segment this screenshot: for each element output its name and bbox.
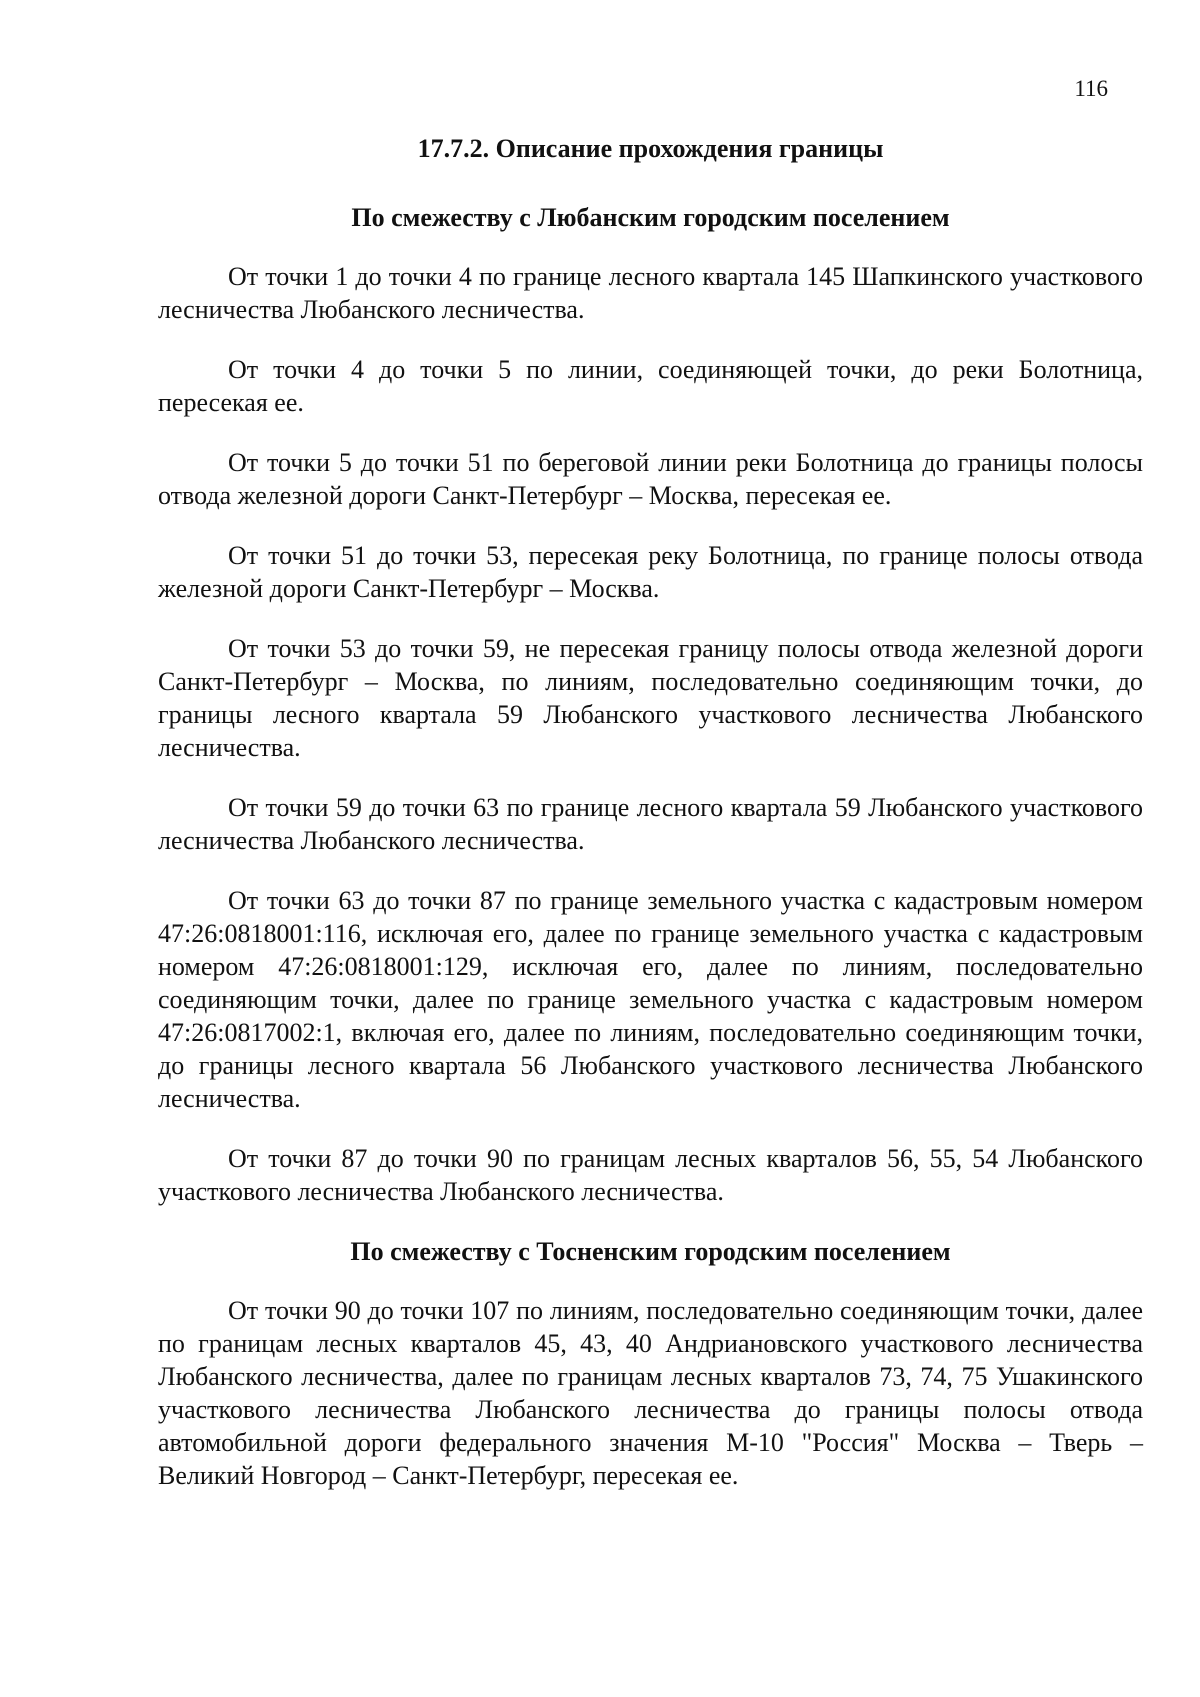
subsection-heading: По смежеству с Любанским городским поселением (351, 203, 950, 232)
paragraph: От точки 90 до точки 107 по линиям, последовательно соединяющим точки, далее по границам лесных кварталов 45, 43, 40 Андриановского участкового лесничества Любанского лесничества, далее по границам лесных кварталов 73, 74, 75 Ушакинского участкового лесничества Любанского лесничества до границы полосы отвода автомобильной дороги федерального значения М-10 "Россия" Москва – Тверь – Великий Новгород – Санкт-Петербург, пересекая ее. (158, 1296, 1143, 1490)
paragraph: От точки 63 до точки 87 по границе земельного участка с кадастровым номером 47:26:0818001:116, исключая его, далее по границе земельного участка с кадастровым номером 47:26:0818001:129, исключая его, далее по линиям, последовательно соединяющим точки, далее по границе земельного участка с кадастровым номером 47:26:0817002:1, включая его, далее по линиям, последовательно соединяющим точки, до границы лесного квартала 56 Любанского участкового лесничества Любанского лесничества. (158, 886, 1143, 1113)
page-number: 116 (1074, 76, 1108, 101)
paragraph: От точки 4 до точки 5 по линии, соединяющей точки, до реки Болотница, пересекая ее. (158, 355, 1143, 417)
paragraph: От точки 1 до точки 4 по границе лесного квартала 145 Шапкинского участкового лесничества Любанского лесничества. (158, 262, 1143, 324)
paragraph: От точки 5 до точки 51 по береговой линии реки Болотница до границы полосы отвода железной дороги Санкт-Петербург – Москва, пересекая ее. (158, 448, 1143, 510)
subsection-heading: По смежеству с Тосненским городским поселением (350, 1237, 951, 1266)
subsection-lyuban (158, 201, 1143, 1208)
subsection-tosno (158, 1235, 1143, 1492)
paragraph: От точки 87 до точки 90 по границам лесных кварталов 56, 55, 54 Любанского участкового лесничества Любанского лесничества. (158, 1144, 1143, 1206)
paragraph: От точки 53 до точки 59, не пересекая границу полосы отвода железной дороги Санкт-Петербург – Москва, по линиям, последовательно соединяющим точки, до границы лесного квартала 59 Любанского участкового лесничества Любанского лесничества. (158, 634, 1143, 762)
paragraph: От точки 51 до точки 53, пересекая реку Болотница, по границе полосы отвода железной дороги Санкт-Петербург – Москва. (158, 541, 1143, 603)
paragraph: От точки 59 до точки 63 по границе лесного квартала 59 Любанского участкового лесничества Любанского лесничества. (158, 793, 1143, 855)
section-title: 17.7.2. Описание прохождения границы (417, 134, 884, 163)
document-body (158, 132, 1143, 1519)
